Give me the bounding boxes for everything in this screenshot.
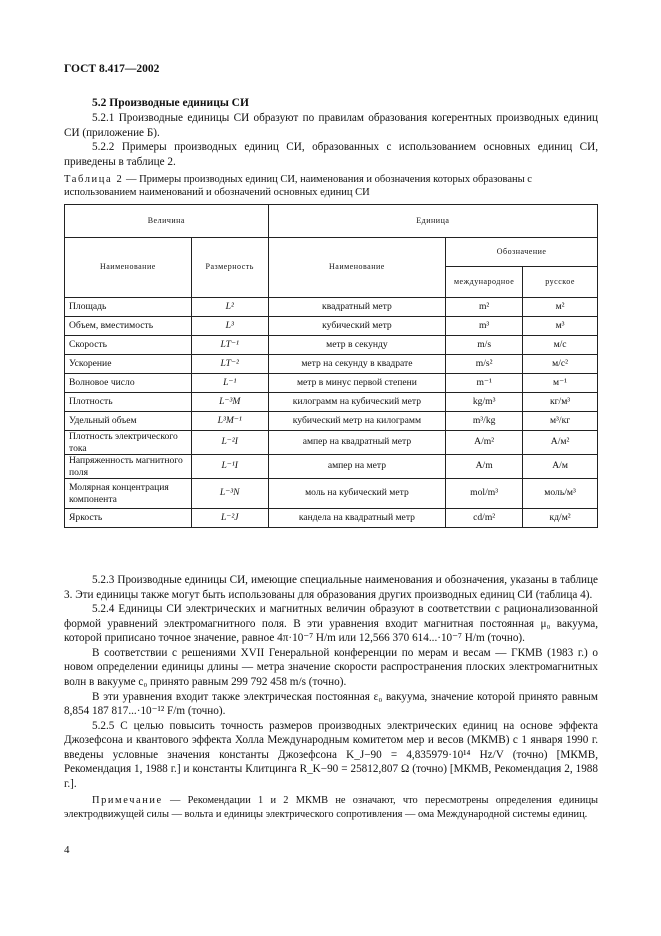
- cell-quantity-name: Напряженность магнитного поля: [65, 455, 192, 479]
- units-table: [64, 204, 598, 528]
- cell-symbol-russian: кг/м³: [523, 393, 598, 412]
- cell-unit-name: моль на кубический метр: [268, 479, 446, 509]
- header-unit: Единица: [268, 205, 597, 238]
- header-quantity: Величина: [65, 205, 269, 238]
- cell-dimension: L³M⁻¹: [191, 412, 268, 431]
- table-caption-text: — Примеры производных единиц СИ, наименования и обозначения которых образованы с использованием наименований и обозначений основных единиц СИ: [64, 174, 532, 199]
- cell-symbol-international: A/m²: [446, 431, 523, 455]
- paragraph-kgmv: В соответствии с решениями XVII Генеральной конференции по мерам и весам — ГКМВ (1983 г.) о новом определении единицы длины — метра значение скорости распространения плоских электромагнитных волн в вакууме c₀ принято равным 299 792 458 m/s (точно).: [64, 646, 598, 688]
- header-international: международное: [446, 267, 523, 298]
- table-row: [65, 317, 598, 336]
- cell-quantity-name: Ускорение: [65, 355, 192, 374]
- cell-dimension: L³: [191, 317, 268, 336]
- header-symbol: Обозначение: [446, 238, 598, 267]
- header-russian: русское: [523, 267, 598, 298]
- table-row: [65, 393, 598, 412]
- paragraph-5-2-5: 5.2.5 С целью повысить точность размеров производных электрических единиц на основе эффекта Джозефсона и квантового эффекта Холла Международным комитетом мер и весов (МКМВ) с 1 января 1990 г. введены условные значения константы Джозефсона K_J−90 = 4,835979·10¹⁴ Hz/V (точно) [МКМВ, Рекомендация 1, 1988 г.] и константы Клитцинга R_K−90 = 25812,807 Ω (точно) [МКМВ, Рекомендация 2, 1988 г.].: [64, 719, 598, 790]
- table-row: [65, 509, 598, 528]
- table-row: [65, 479, 598, 509]
- cell-dimension: L⁻³N: [191, 479, 268, 509]
- paragraph-5-2-4: 5.2.4 Единицы СИ электрических и магнитных величин образуют в соответствии с рационализованной формой уравнений электромагнитного поля. В эти уравнения входит магнитная постоянная μ₀ вакуума, которой приписано точное значение, равное 4π·10⁻⁷ H/m или 12,566 370 614...·10⁻⁷ H/m (точно).: [64, 603, 598, 645]
- cell-dimension: L⁻³M: [191, 393, 268, 412]
- cell-symbol-russian: А/м: [523, 455, 598, 479]
- cell-quantity-name: Плотность: [65, 393, 192, 412]
- cell-unit-name: кандела на квадратный метр: [268, 509, 446, 528]
- table-caption: [64, 173, 598, 200]
- cell-quantity-name: Волновое число: [65, 374, 192, 393]
- cell-symbol-international: mol/m³: [446, 479, 523, 509]
- cell-dimension: L²: [191, 298, 268, 317]
- paragraph-5-2-1: 5.2.1 Производные единицы СИ образуют по правилам образования когерентных производных единиц СИ (приложение Б).: [64, 112, 598, 139]
- cell-quantity-name: Объем, вместимость: [65, 317, 192, 336]
- cell-symbol-russian: моль/м³: [523, 479, 598, 509]
- cell-symbol-international: cd/m²: [446, 509, 523, 528]
- cell-dimension: L⁻²J: [191, 509, 268, 528]
- table-row: [65, 412, 598, 431]
- cell-symbol-russian: м/с²: [523, 355, 598, 374]
- cell-symbol-russian: м/с: [523, 336, 598, 355]
- cell-symbol-international: m²: [446, 298, 523, 317]
- cell-symbol-international: kg/m³: [446, 393, 523, 412]
- cell-symbol-russian: кд/м²: [523, 509, 598, 528]
- cell-symbol-international: A/m: [446, 455, 523, 479]
- cell-dimension: LT⁻²: [191, 355, 268, 374]
- cell-symbol-russian: м²: [523, 298, 598, 317]
- table-caption-label: Таблица 2: [64, 174, 124, 185]
- table-row: [65, 455, 598, 479]
- document-header: ГОСТ 8.417—2002: [64, 63, 160, 75]
- table-body: [65, 298, 598, 528]
- cell-quantity-name: Скорость: [65, 336, 192, 355]
- header-dimension: Размерность: [191, 238, 268, 298]
- table-row: [65, 298, 598, 317]
- cell-dimension: L⁻²I: [191, 431, 268, 455]
- paragraph-5-2-3: 5.2.3 Производные единицы СИ, имеющие специальные наименования и обозначения, указаны в таблице 3. Эти единицы также могут быть использованы для образования других производных единиц СИ (таблица 4).: [64, 574, 598, 601]
- cell-unit-name: ампер на квадратный метр: [268, 431, 446, 455]
- intro-paragraphs: [64, 111, 598, 169]
- table-row: [65, 336, 598, 355]
- cell-unit-name: килограмм на кубический метр: [268, 393, 446, 412]
- header-unit-name: Наименование: [268, 238, 446, 298]
- body-paragraphs: [64, 573, 598, 821]
- paragraph-eps: В эти уравнения входит также электрическая постоянная ε₀ вакуума, значение которой принято равным 8,854 187 817...·10⁻¹² F/m (точно).: [64, 690, 598, 718]
- paragraph-5-2-2: 5.2.2 Примеры производных единиц СИ, образованных с использованием основных единиц СИ, приведены в таблице 2.: [64, 141, 598, 168]
- cell-symbol-russian: А/м²: [523, 431, 598, 455]
- header-name: Наименование: [65, 238, 192, 298]
- cell-symbol-international: m⁻¹: [446, 374, 523, 393]
- note: [64, 794, 598, 821]
- section-title: 5.2 Производные единицы СИ: [92, 97, 249, 109]
- cell-unit-name: кубический метр на килограмм: [268, 412, 446, 431]
- note-text: — Рекомендации 1 и 2 МКМВ не означают, что пересмотрены определения единицы электродвижущей силы — вольта и единицы электрического сопротивления — ома Международной системы единиц.: [64, 795, 598, 820]
- table-row: [65, 355, 598, 374]
- cell-unit-name: метр в минус первой степени: [268, 374, 446, 393]
- cell-symbol-russian: м⁻¹: [523, 374, 598, 393]
- cell-dimension: L⁻¹: [191, 374, 268, 393]
- cell-unit-name: кубический метр: [268, 317, 446, 336]
- cell-symbol-russian: м³/кг: [523, 412, 598, 431]
- cell-unit-name: метр на секунду в квадрате: [268, 355, 446, 374]
- cell-unit-name: ампер на метр: [268, 455, 446, 479]
- table-row: [65, 374, 598, 393]
- cell-quantity-name: Яркость: [65, 509, 192, 528]
- cell-symbol-international: m/s: [446, 336, 523, 355]
- cell-quantity-name: Плотность электрического тока: [65, 431, 192, 455]
- cell-quantity-name: Удельный объем: [65, 412, 192, 431]
- cell-symbol-international: m³: [446, 317, 523, 336]
- table-row: [65, 431, 598, 455]
- cell-quantity-name: Площадь: [65, 298, 192, 317]
- page-number: 4: [64, 844, 70, 856]
- cell-dimension: L⁻¹I: [191, 455, 268, 479]
- cell-quantity-name: Молярная концентрация компонента: [65, 479, 192, 509]
- cell-symbol-russian: м³: [523, 317, 598, 336]
- cell-symbol-international: m/s²: [446, 355, 523, 374]
- cell-symbol-international: m³/kg: [446, 412, 523, 431]
- cell-unit-name: метр в секунду: [268, 336, 446, 355]
- cell-unit-name: квадратный метр: [268, 298, 446, 317]
- cell-dimension: LT⁻¹: [191, 336, 268, 355]
- note-label: Примечание: [92, 795, 163, 807]
